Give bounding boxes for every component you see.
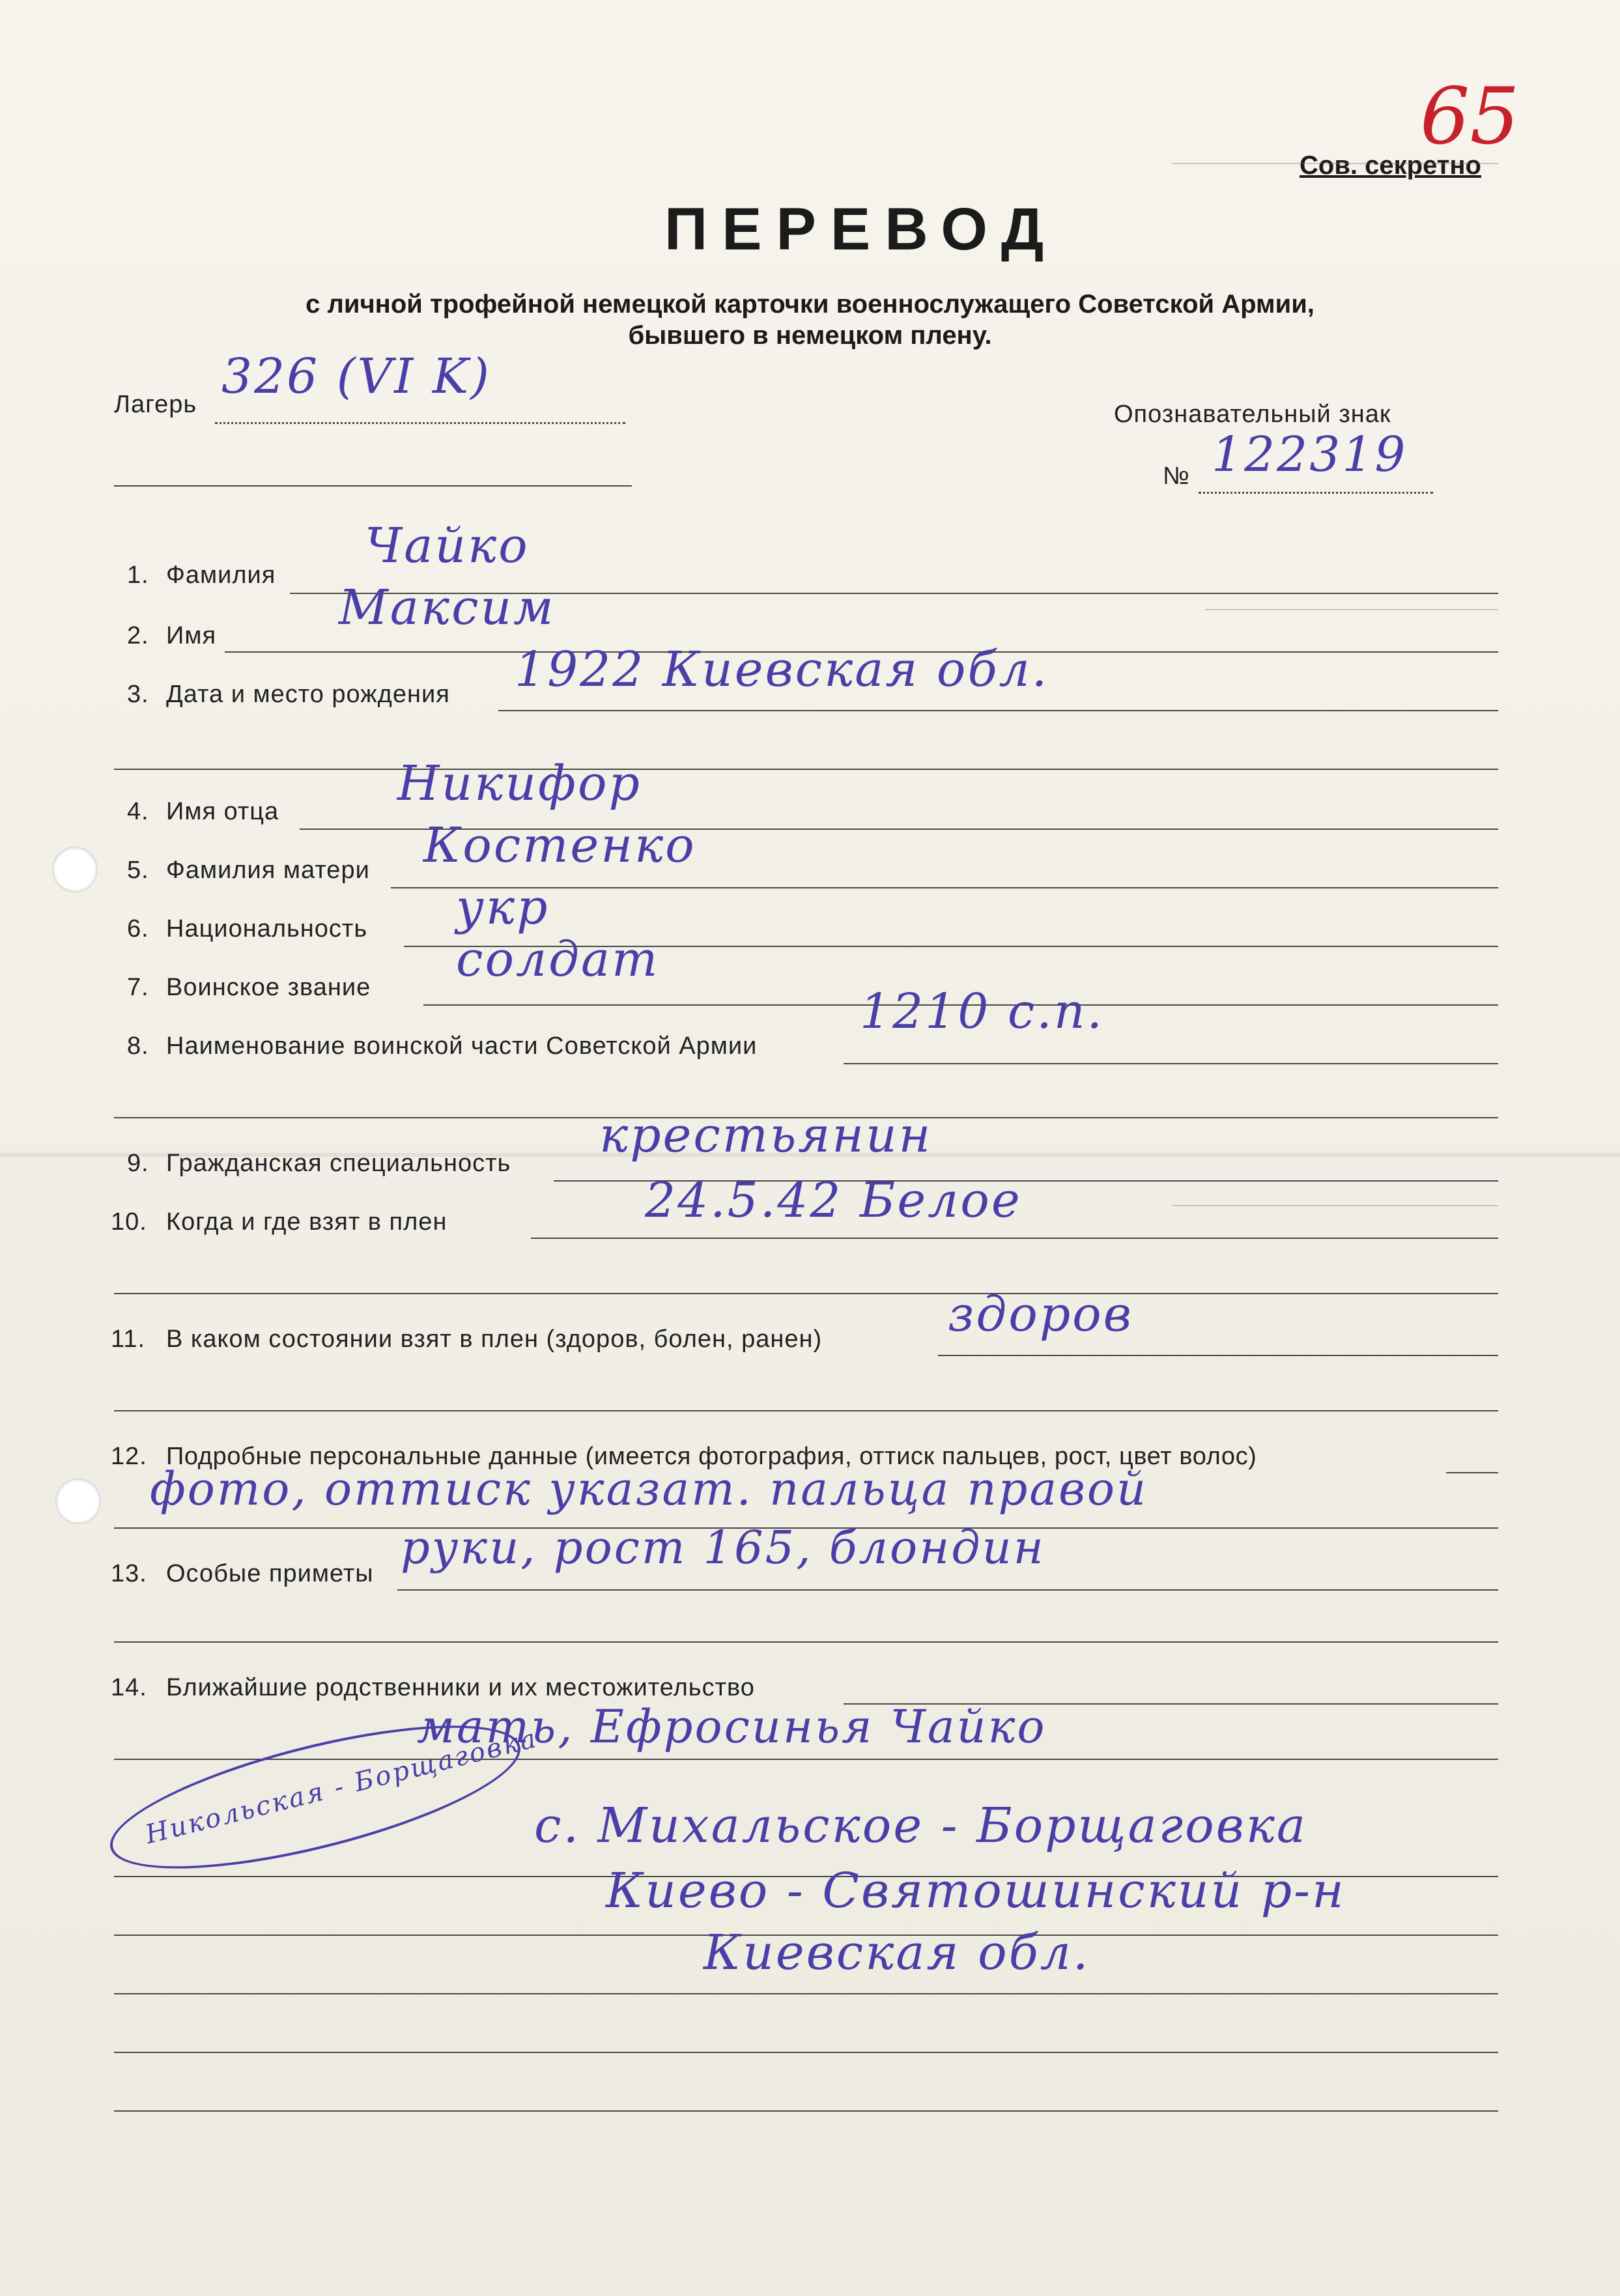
id-number-label: № xyxy=(1163,462,1190,490)
field-label-rank: Воинское звание xyxy=(166,974,371,1001)
field-line-birth xyxy=(498,710,1498,711)
field-line-personal-data xyxy=(1446,1472,1498,1473)
field-label-profession: Гражданская специальность xyxy=(166,1150,511,1177)
bleed-through-line xyxy=(1172,1205,1498,1206)
field-label-name: Имя xyxy=(166,622,217,649)
camp-label: Лагерь xyxy=(114,391,197,418)
field-num-9: 9. xyxy=(127,1150,149,1177)
relatives-line-1: мать, Ефросинья Чайко xyxy=(417,1700,1047,1753)
field-line-condition xyxy=(938,1355,1498,1356)
id-number-value: 122319 xyxy=(1212,427,1408,483)
document-subtitle-2: бывшего в немецком плену. xyxy=(628,321,992,350)
document-title: ПЕРЕВОД xyxy=(664,196,1059,262)
field-num-1: 1. xyxy=(127,561,149,589)
relatives-rule-6 xyxy=(114,2110,1498,2112)
sheet-number: 65 xyxy=(1420,72,1520,162)
field-label-birth: Дата и место рождения xyxy=(166,681,450,708)
field-num-8: 8. xyxy=(127,1032,149,1060)
field-num-13: 13. xyxy=(111,1560,147,1587)
field-value-unit: 1210 с.п. xyxy=(860,984,1104,1040)
field-line-marks-2 xyxy=(114,1641,1498,1643)
field-line-capture xyxy=(531,1238,1498,1239)
field-num-12: 12. xyxy=(111,1443,147,1470)
field-line-mother xyxy=(391,887,1498,888)
field-label-condition: В каком состоянии взят в плен (здоров, болен, ранен) xyxy=(166,1325,823,1353)
relatives-line-4: Киевская обл. xyxy=(703,1925,1090,1981)
id-number-line xyxy=(1199,492,1433,494)
field-value-capture: 24.5.42 Белое xyxy=(645,1172,1022,1228)
camp-value: 326 (VI K) xyxy=(221,348,491,404)
field-value-rank: солдат xyxy=(456,931,660,987)
bleed-through-line xyxy=(1205,609,1498,610)
punch-hole xyxy=(52,847,98,892)
field-value-nationality: укр xyxy=(456,879,550,935)
relatives-line-2: с. Михальское - Борщаговка xyxy=(534,1798,1308,1854)
field-value-marks: руки, рост 165, блондин xyxy=(401,1521,1045,1574)
field-value-personal-data: фото, оттиск указат. пальца правой xyxy=(150,1462,1148,1516)
field-num-14: 14. xyxy=(111,1674,147,1701)
field-value-condition: здоров xyxy=(948,1286,1133,1342)
field-line-condition-2 xyxy=(114,1410,1498,1411)
field-label-mother: Фамилия матери xyxy=(166,857,370,884)
relatives-rule-5 xyxy=(114,2052,1498,2053)
punch-hole xyxy=(55,1479,101,1524)
field-label-marks: Особые приметы xyxy=(166,1560,374,1587)
field-label-surname: Фамилия xyxy=(166,561,276,589)
field-line-unit xyxy=(844,1063,1498,1064)
field-label-unit: Наименование воинской части Советской Армии xyxy=(166,1032,758,1060)
field-value-surname: Чайко xyxy=(365,518,530,574)
field-value-birth: 1922 Киевская обл. xyxy=(515,642,1049,698)
relatives-rule-4 xyxy=(114,1993,1498,1994)
field-value-mother: Костенко xyxy=(423,817,696,873)
field-num-2: 2. xyxy=(127,622,149,649)
relatives-line-3: Киево - Святошинский р-н xyxy=(606,1863,1346,1919)
document-subtitle-1: с личной трофейной немецкой карточки военнослужащего Советской Армии, xyxy=(306,290,1314,319)
field-num-10: 10. xyxy=(111,1208,147,1236)
field-value-profession: крестьянин xyxy=(599,1107,933,1163)
field-value-father: Никифор xyxy=(397,756,642,812)
field-num-4: 4. xyxy=(127,798,149,825)
field-label-capture: Когда и где взят в плен xyxy=(166,1208,448,1236)
id-tag-label: Опознавательный знак xyxy=(1114,401,1391,428)
field-num-6: 6. xyxy=(127,915,149,942)
classification-mark: Сов. секретно xyxy=(1300,151,1481,180)
camp-extra-line xyxy=(114,485,632,487)
field-line-capture-2 xyxy=(114,1293,1498,1294)
field-label-personal-data: Подробные персональные данные (имеется фотография, оттиск пальцев, рост, цвет волос) xyxy=(166,1443,1257,1470)
field-value-name: Максим xyxy=(339,580,556,636)
bleed-through-line xyxy=(1172,163,1498,164)
field-label-nationality: Национальность xyxy=(166,915,368,942)
field-line-marks xyxy=(397,1589,1498,1591)
field-num-5: 5. xyxy=(127,857,149,884)
field-label-relatives: Ближайшие родственники и их местожительство xyxy=(166,1674,755,1701)
camp-line xyxy=(215,422,625,424)
field-num-11: 11. xyxy=(111,1325,146,1353)
margin-note: Никольская - Борщаговка xyxy=(142,1723,541,1850)
field-line-birth-2 xyxy=(114,769,1498,770)
field-num-7: 7. xyxy=(127,974,149,1001)
field-num-3: 3. xyxy=(127,681,149,708)
field-label-father: Имя отца xyxy=(166,798,279,825)
